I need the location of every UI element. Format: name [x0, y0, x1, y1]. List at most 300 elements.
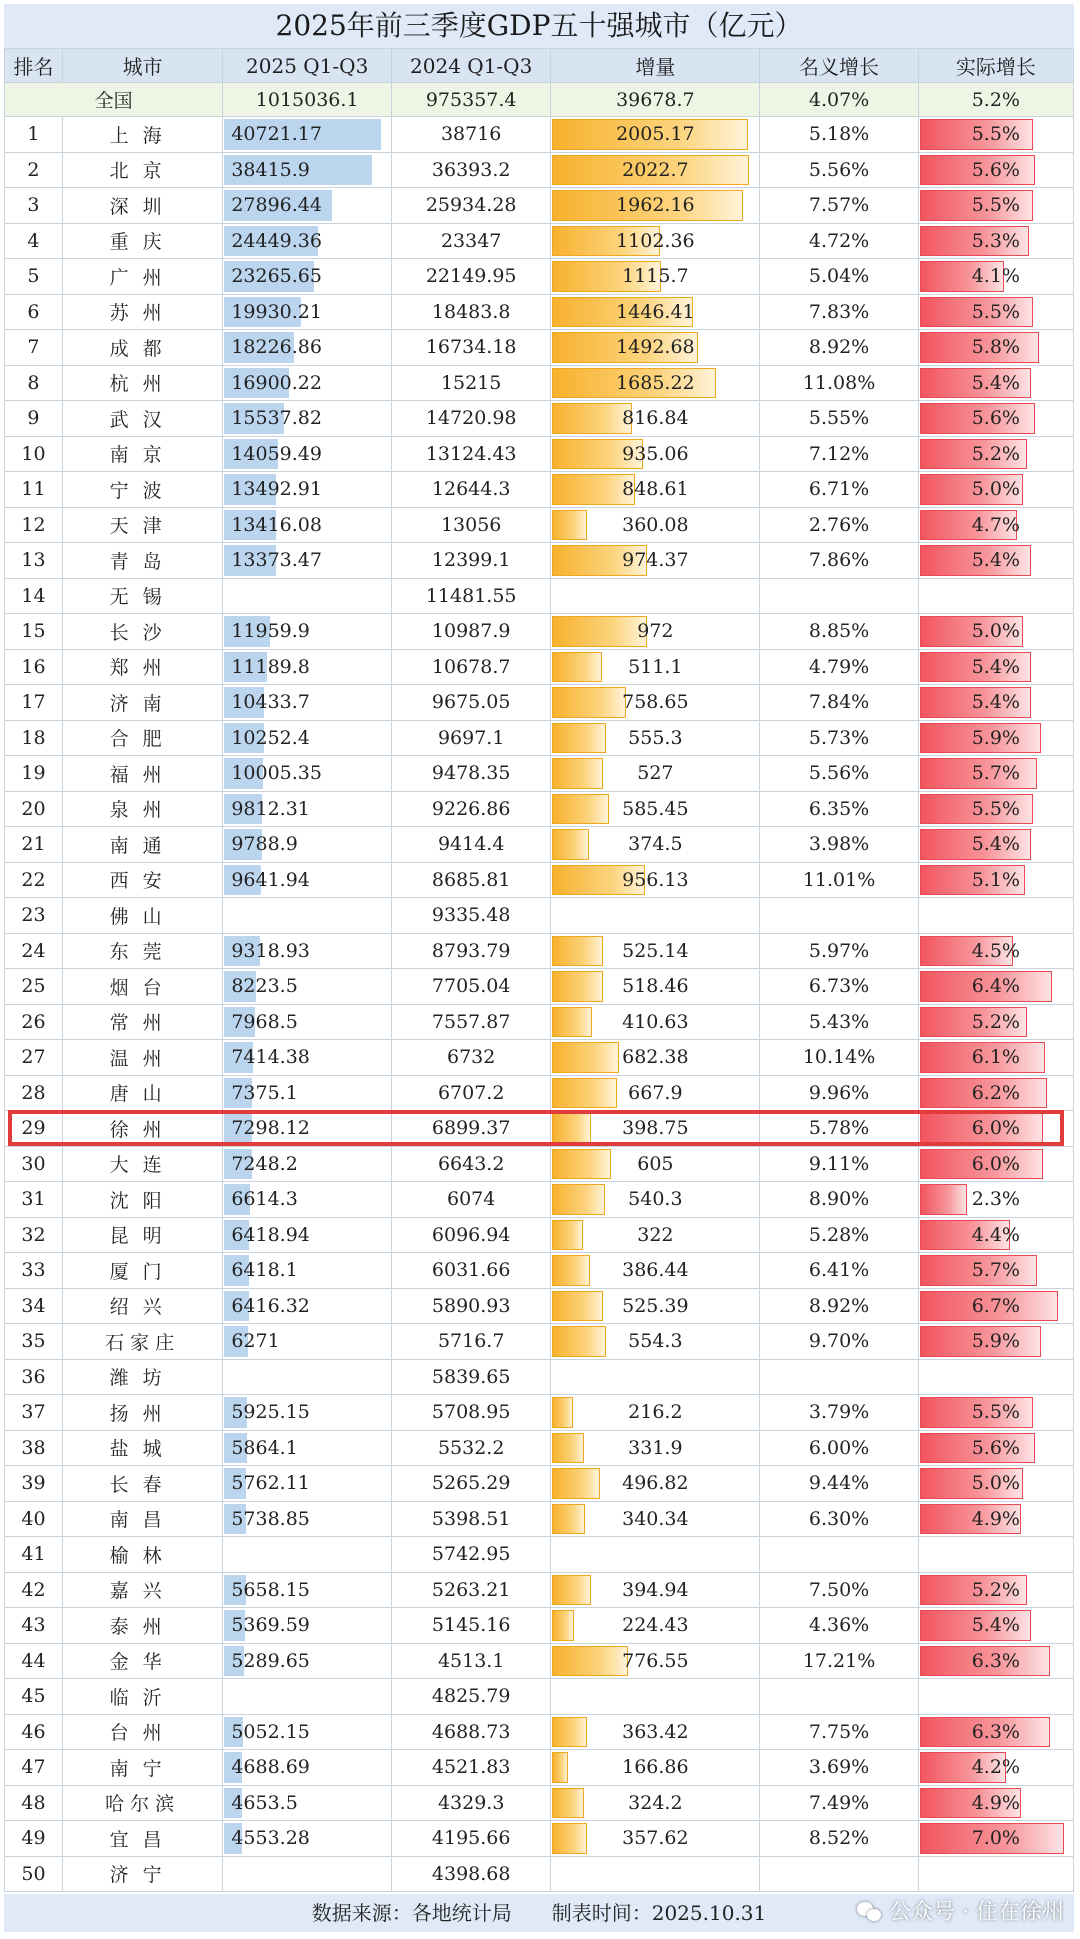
cell-gdp-2025	[223, 1288, 392, 1324]
cell-gdp-2024	[392, 1288, 551, 1324]
cell-gdp-2025	[223, 1821, 392, 1857]
cell-gdp-2024	[392, 1040, 551, 1076]
cell-nominal	[760, 827, 918, 863]
cell-city	[62, 614, 222, 650]
cell-rank-value: 43	[21, 1614, 46, 1637]
cell-rank	[5, 330, 63, 366]
cell-increase	[551, 578, 760, 614]
cell-real-value: 5.2%	[971, 1578, 1020, 1601]
cell-gdp-2025-value: 9812.31	[231, 797, 310, 820]
cell-gdp-2024-value: 5265.29	[431, 1472, 511, 1495]
gdp-table-sheet	[4, 4, 1074, 1932]
table-row	[5, 330, 1074, 366]
cell-nominal	[760, 578, 918, 614]
cell-city	[62, 1572, 222, 1608]
footer-source: 数据来源：各地统计局 制表时间：2025.10.31	[311, 1901, 767, 1925]
cell-increase-value: 848.61	[622, 478, 689, 501]
cell-city-value: 天津	[109, 515, 176, 538]
cell-gdp-2025-value: 6614.3	[231, 1188, 298, 1211]
cell-increase-bar	[552, 723, 606, 754]
cell-increase-value: 322	[637, 1223, 674, 1246]
cell-rank	[5, 791, 63, 827]
table-row	[5, 1608, 1074, 1644]
cell-gdp-2025-value: 16900.22	[231, 371, 322, 394]
table-row	[5, 1501, 1074, 1537]
cell-rank-value: 31	[21, 1188, 46, 1211]
cell-gdp-2024	[392, 543, 551, 579]
cell-increase	[551, 188, 760, 224]
cell-increase-value: 585.45	[622, 797, 689, 820]
cell-increase-bar	[552, 1575, 591, 1606]
cell-gdp-2024	[392, 365, 551, 401]
cell-real-value: 6.0%	[971, 1117, 1020, 1140]
cell-rank	[5, 365, 63, 401]
cell-increase-value: 324.2	[628, 1791, 683, 1814]
cell-increase	[551, 401, 760, 437]
cell-rank-value: 17	[21, 691, 46, 714]
cell-gdp-2025-value: 14059.49	[231, 442, 322, 465]
cell-rank	[5, 1395, 63, 1431]
cell-gdp-2024-value: 5890.93	[431, 1294, 511, 1317]
cell-increase-value: 758.65	[622, 691, 689, 714]
table-row	[5, 436, 1074, 472]
cell-city-value: 深圳	[109, 195, 176, 218]
cell-gdp-2024-value: 10987.9	[431, 620, 511, 643]
cell-rank	[5, 1501, 63, 1537]
cell-gdp-2024	[392, 1430, 551, 1466]
table-row	[5, 543, 1074, 579]
cell-rank-value: 28	[21, 1081, 46, 1104]
cell-gdp-2024-value: 10678.7	[431, 655, 511, 678]
cell-gdp-2025-value: 38415.9	[231, 158, 310, 181]
cell-city	[62, 1324, 222, 1360]
cell-rank	[5, 1785, 63, 1821]
cell-gdp-2024-value: 8793.79	[431, 939, 511, 962]
national-nominal: 4.07%	[760, 83, 918, 117]
cell-gdp-2025-value: 11959.9	[231, 620, 310, 643]
cell-nominal-value: 7.83%	[808, 300, 870, 323]
cell-city	[62, 259, 222, 295]
cell-gdp-2025-value: 4553.28	[231, 1827, 310, 1850]
cell-gdp-2025-value: 11189.8	[231, 655, 310, 678]
cell-gdp-2024	[392, 507, 551, 543]
cell-gdp-2025-value: 6416.32	[231, 1294, 310, 1317]
cell-city	[62, 1217, 222, 1253]
cell-real	[918, 436, 1073, 472]
cell-city-value: 厦门	[109, 1260, 176, 1283]
cell-city-value: 临沂	[109, 1686, 176, 1709]
cell-gdp-2025	[223, 614, 392, 650]
cell-increase-value: 374.5	[628, 833, 683, 856]
cell-gdp-2025-value: 27896.44	[231, 194, 322, 217]
cell-nominal	[760, 294, 918, 330]
cell-real-value: 5.5%	[971, 1401, 1020, 1424]
cell-rank-value: 36	[21, 1365, 46, 1388]
cell-gdp-2024-value: 5742.95	[431, 1543, 511, 1566]
cell-gdp-2025	[223, 1324, 392, 1360]
cell-gdp-2025-value: 40721.17	[231, 123, 322, 146]
cell-nominal-value: 17.21%	[802, 1649, 876, 1672]
cell-increase	[551, 1288, 760, 1324]
cell-nominal-value: 6.30%	[808, 1507, 870, 1530]
cell-increase-value: 605	[637, 1152, 674, 1175]
cell-increase	[551, 1608, 760, 1644]
cell-increase-value: 496.82	[622, 1472, 689, 1495]
cell-nominal	[760, 969, 918, 1005]
cell-real-value: 5.2%	[971, 1010, 1020, 1033]
cell-city	[62, 1253, 222, 1289]
cell-city	[62, 294, 222, 330]
cell-real	[918, 472, 1073, 508]
cell-increase	[551, 1324, 760, 1360]
cell-rank-value: 41	[21, 1543, 46, 1566]
cell-gdp-2024	[392, 1359, 551, 1395]
cell-increase	[551, 294, 760, 330]
header-row	[5, 49, 1074, 83]
cell-gdp-2025	[223, 1075, 392, 1111]
cell-gdp-2025	[223, 1040, 392, 1076]
cell-real-value: 5.4%	[971, 655, 1020, 678]
table-row	[5, 507, 1074, 543]
cell-gdp-2025-value: 7375.1	[231, 1081, 298, 1104]
cell-real	[918, 1785, 1073, 1821]
cell-city-value: 石家庄	[105, 1331, 181, 1354]
cell-city-value: 温州	[109, 1047, 176, 1070]
cell-increase	[551, 1643, 760, 1679]
cell-city-value: 成都	[109, 337, 176, 360]
cell-increase-value: 1446.41	[616, 300, 695, 323]
cell-nominal	[760, 1750, 918, 1786]
cell-gdp-2024	[392, 1537, 551, 1573]
header-increase: 增量	[551, 49, 760, 83]
table-row	[5, 933, 1074, 969]
cell-gdp-2025-value: 7968.5	[231, 1010, 298, 1033]
cell-gdp-2025	[223, 1643, 392, 1679]
cell-city-value: 泉州	[109, 799, 176, 822]
cell-gdp-2024-value: 4521.83	[431, 1756, 511, 1779]
cell-gdp-2024-value: 6899.37	[431, 1117, 511, 1140]
cell-rank	[5, 898, 63, 934]
cell-rank	[5, 1679, 63, 1715]
cell-increase-value: 1115.7	[622, 265, 689, 288]
cell-gdp-2024-value: 13056	[440, 513, 502, 536]
table-row	[5, 117, 1074, 153]
cell-gdp-2024-value: 5532.2	[437, 1436, 505, 1459]
cell-real	[918, 1111, 1073, 1147]
cell-nominal-value: 3.69%	[808, 1756, 870, 1779]
cell-gdp-2024	[392, 969, 551, 1005]
cell-gdp-2025	[223, 969, 392, 1005]
cell-real-value: 7.0%	[971, 1827, 1020, 1850]
cell-city	[62, 1395, 222, 1431]
cell-city	[62, 1501, 222, 1537]
cell-real-value: 5.0%	[971, 478, 1020, 501]
cell-gdp-2024-value: 13124.43	[425, 442, 517, 465]
cell-rank	[5, 117, 63, 153]
cell-increase	[551, 614, 760, 650]
cell-gdp-2025-value: 6271	[231, 1330, 280, 1353]
cell-real-value: 2.3%	[971, 1188, 1020, 1211]
cell-nominal-value: 5.56%	[808, 158, 870, 181]
cell-gdp-2025-value: 5738.85	[231, 1507, 310, 1530]
cell-nominal-value: 7.57%	[808, 194, 870, 217]
cell-rank	[5, 1182, 63, 1218]
cell-nominal	[760, 259, 918, 295]
cell-real	[918, 152, 1073, 188]
cell-rank-value: 48	[21, 1791, 46, 1814]
cell-increase-bar	[552, 510, 587, 541]
cell-gdp-2025	[223, 1359, 392, 1395]
cell-city-value: 长春	[109, 1473, 176, 1496]
cell-city	[62, 188, 222, 224]
cell-city-value: 济南	[109, 692, 176, 715]
cell-rank-value: 10	[21, 442, 46, 465]
cell-nominal	[760, 1004, 918, 1040]
cell-rank	[5, 862, 63, 898]
cell-city	[62, 898, 222, 934]
cell-nominal-value: 6.73%	[808, 975, 870, 998]
cell-nominal	[760, 1182, 918, 1218]
cell-real-value: 6.0%	[971, 1152, 1020, 1175]
table-row	[5, 1004, 1074, 1040]
cell-gdp-2024-value: 5716.7	[437, 1330, 505, 1353]
cell-gdp-2025	[223, 1182, 392, 1218]
cell-increase-bar	[552, 936, 603, 967]
cell-rank-value: 4	[27, 229, 40, 252]
cell-rank	[5, 1608, 63, 1644]
cell-gdp-2025-value: 13373.47	[231, 549, 322, 572]
cell-rank	[5, 1075, 63, 1111]
cell-real-value: 4.1%	[971, 265, 1020, 288]
cell-gdp-2024-value: 6643.2	[437, 1152, 505, 1175]
cell-nominal-value: 11.08%	[802, 371, 876, 394]
cell-increase-value: 935.06	[622, 442, 689, 465]
cell-gdp-2025	[223, 1501, 392, 1537]
cell-increase	[551, 1785, 760, 1821]
cell-real-value: 5.8%	[971, 336, 1020, 359]
cell-real	[918, 827, 1073, 863]
cell-nominal-value: 10.14%	[802, 1046, 876, 1069]
cell-real-value: 4.5%	[971, 939, 1020, 962]
cell-rank-value: 23	[21, 904, 46, 927]
table-title: 2025年前三季度GDP五十强城市（亿元）	[4, 4, 1074, 49]
cell-increase	[551, 862, 760, 898]
cell-real-value: 6.4%	[971, 975, 1020, 998]
cell-gdp-2025	[223, 1750, 392, 1786]
cell-increase	[551, 898, 760, 934]
cell-gdp-2024-value: 15215	[440, 371, 502, 394]
cell-rank-value: 34	[21, 1294, 46, 1317]
cell-nominal-value: 5.97%	[808, 939, 870, 962]
cell-city-value: 南昌	[109, 1509, 176, 1532]
table-row	[5, 862, 1074, 898]
cell-nominal-value: 3.79%	[808, 1401, 870, 1424]
cell-nominal-value: 7.50%	[808, 1578, 870, 1601]
cell-real	[918, 1537, 1073, 1573]
cell-gdp-2024-value: 5398.51	[431, 1507, 511, 1530]
cell-rank	[5, 1537, 63, 1573]
cell-nominal-value: 3.98%	[808, 833, 870, 856]
cell-real	[918, 294, 1073, 330]
cell-rank-value: 30	[21, 1152, 46, 1175]
cell-city-value: 常州	[109, 1012, 176, 1035]
cell-real	[918, 1324, 1073, 1360]
cell-gdp-2024-value: 5839.65	[431, 1365, 511, 1388]
cell-real-value: 4.9%	[971, 1791, 1020, 1814]
cell-gdp-2025-value: 6418.94	[231, 1223, 310, 1246]
cell-city	[62, 1466, 222, 1502]
cell-nominal	[760, 1253, 918, 1289]
cell-gdp-2025	[223, 188, 392, 224]
cell-city-value: 台州	[109, 1722, 176, 1745]
cell-gdp-2024-value: 9335.48	[431, 904, 511, 927]
cell-city-value: 济宁	[109, 1864, 176, 1887]
cell-city	[62, 1714, 222, 1750]
table-row	[5, 1679, 1074, 1715]
cell-city	[62, 1288, 222, 1324]
cell-gdp-2024-value: 11481.55	[425, 584, 517, 607]
cell-real-value: 5.7%	[971, 1259, 1020, 1282]
cell-gdp-2025	[223, 649, 392, 685]
cell-increase-value: 224.43	[622, 1614, 689, 1637]
cell-real	[918, 1821, 1073, 1857]
cell-gdp-2024-value: 5263.21	[431, 1578, 511, 1601]
cell-rank-value: 13	[21, 549, 46, 572]
table-row	[5, 1466, 1074, 1502]
cell-increase	[551, 1679, 760, 1715]
cell-real-value: 6.7%	[971, 1294, 1020, 1317]
cell-increase	[551, 1395, 760, 1431]
table-row	[5, 1040, 1074, 1076]
table-row	[5, 756, 1074, 792]
cell-increase	[551, 1750, 760, 1786]
cell-city-value: 哈尔滨	[105, 1793, 181, 1816]
cell-increase	[551, 223, 760, 259]
cell-increase-value: 525.39	[622, 1294, 689, 1317]
table-row	[5, 969, 1074, 1005]
cell-nominal	[760, 1146, 918, 1182]
cell-increase-value: 776.55	[622, 1649, 689, 1672]
cell-gdp-2024	[392, 827, 551, 863]
cell-increase-value: 555.3	[628, 726, 683, 749]
cell-real-value: 4.7%	[971, 513, 1020, 536]
cell-nominal	[760, 862, 918, 898]
cell-increase-bar	[552, 1646, 628, 1677]
cell-gdp-2025-value: 24449.36	[231, 229, 322, 252]
cell-gdp-2025	[223, 1537, 392, 1573]
cell-real	[918, 188, 1073, 224]
cell-gdp-2024	[392, 1608, 551, 1644]
cell-nominal	[760, 791, 918, 827]
cell-city-value: 烟台	[109, 976, 176, 999]
cell-real-value: 6.3%	[971, 1649, 1020, 1672]
cell-gdp-2024-value: 36393.2	[431, 158, 511, 181]
cell-gdp-2024	[392, 898, 551, 934]
cell-increase	[551, 1253, 760, 1289]
cell-gdp-2024	[392, 1501, 551, 1537]
table-row	[5, 1643, 1074, 1679]
cell-gdp-2025-value: 15537.82	[231, 407, 322, 430]
cell-gdp-2024-value: 6732	[447, 1046, 496, 1069]
cell-nominal	[760, 365, 918, 401]
cell-gdp-2025	[223, 294, 392, 330]
cell-rank	[5, 1288, 63, 1324]
cell-increase-value: 518.46	[622, 975, 689, 998]
cell-gdp-2025	[223, 401, 392, 437]
cell-nominal-value: 4.36%	[808, 1614, 870, 1637]
cell-city-value: 南宁	[109, 1757, 176, 1780]
cell-city	[62, 969, 222, 1005]
cell-rank-value: 45	[21, 1685, 46, 1708]
cell-gdp-2024-value: 9675.05	[431, 691, 511, 714]
cell-real	[918, 1075, 1073, 1111]
cell-city	[62, 862, 222, 898]
cell-gdp-2025-value: 9318.93	[231, 939, 310, 962]
cell-rank-value: 26	[21, 1010, 46, 1033]
table-row	[5, 1856, 1074, 1892]
table-row	[5, 649, 1074, 685]
cell-nominal	[760, 1608, 918, 1644]
cell-real	[918, 507, 1073, 543]
cell-increase-value: 398.75	[622, 1117, 689, 1140]
cell-city	[62, 1750, 222, 1786]
cell-increase	[551, 1359, 760, 1395]
cell-rank	[5, 1643, 63, 1679]
cell-city	[62, 543, 222, 579]
cell-gdp-2025	[223, 1146, 392, 1182]
cell-increase	[551, 1856, 760, 1892]
cell-city	[62, 436, 222, 472]
cell-gdp-2024	[392, 1572, 551, 1608]
cell-city	[62, 1182, 222, 1218]
cell-rank-value: 32	[21, 1223, 46, 1246]
cell-real	[918, 649, 1073, 685]
cell-increase-bar	[552, 1326, 606, 1357]
cell-gdp-2025-value: 6418.1	[231, 1259, 298, 1282]
cell-gdp-2024-value: 12399.1	[431, 549, 511, 572]
cell-rank	[5, 649, 63, 685]
cell-city	[62, 756, 222, 792]
cell-increase-bar	[552, 1220, 583, 1251]
cell-gdp-2025-value: 5864.1	[231, 1436, 298, 1459]
cell-city	[62, 117, 222, 153]
cell-nominal	[760, 898, 918, 934]
cell-real-value: 5.6%	[971, 1436, 1020, 1459]
cell-gdp-2025	[223, 1856, 392, 1892]
cell-nominal	[760, 1821, 918, 1857]
cell-increase-bar	[552, 1113, 591, 1144]
cell-nominal-value: 5.56%	[808, 762, 870, 785]
cell-city-value: 东莞	[109, 941, 176, 964]
cell-nominal	[760, 436, 918, 472]
cell-increase	[551, 1501, 760, 1537]
table-row	[5, 223, 1074, 259]
cell-city-value: 北京	[109, 160, 176, 183]
cell-nominal-value: 4.72%	[808, 229, 870, 252]
cell-gdp-2024	[392, 1856, 551, 1892]
cell-gdp-2024	[392, 1111, 551, 1147]
cell-real	[918, 1359, 1073, 1395]
cell-real-value: 5.9%	[971, 1330, 1020, 1353]
cell-increase-value: 816.84	[622, 407, 689, 430]
cell-real	[918, 365, 1073, 401]
cell-increase-value: 216.2	[628, 1401, 683, 1424]
cell-gdp-2024	[392, 614, 551, 650]
cell-increase	[551, 543, 760, 579]
cell-real	[918, 1466, 1073, 1502]
cell-gdp-2024	[392, 720, 551, 756]
cell-nominal	[760, 1359, 918, 1395]
